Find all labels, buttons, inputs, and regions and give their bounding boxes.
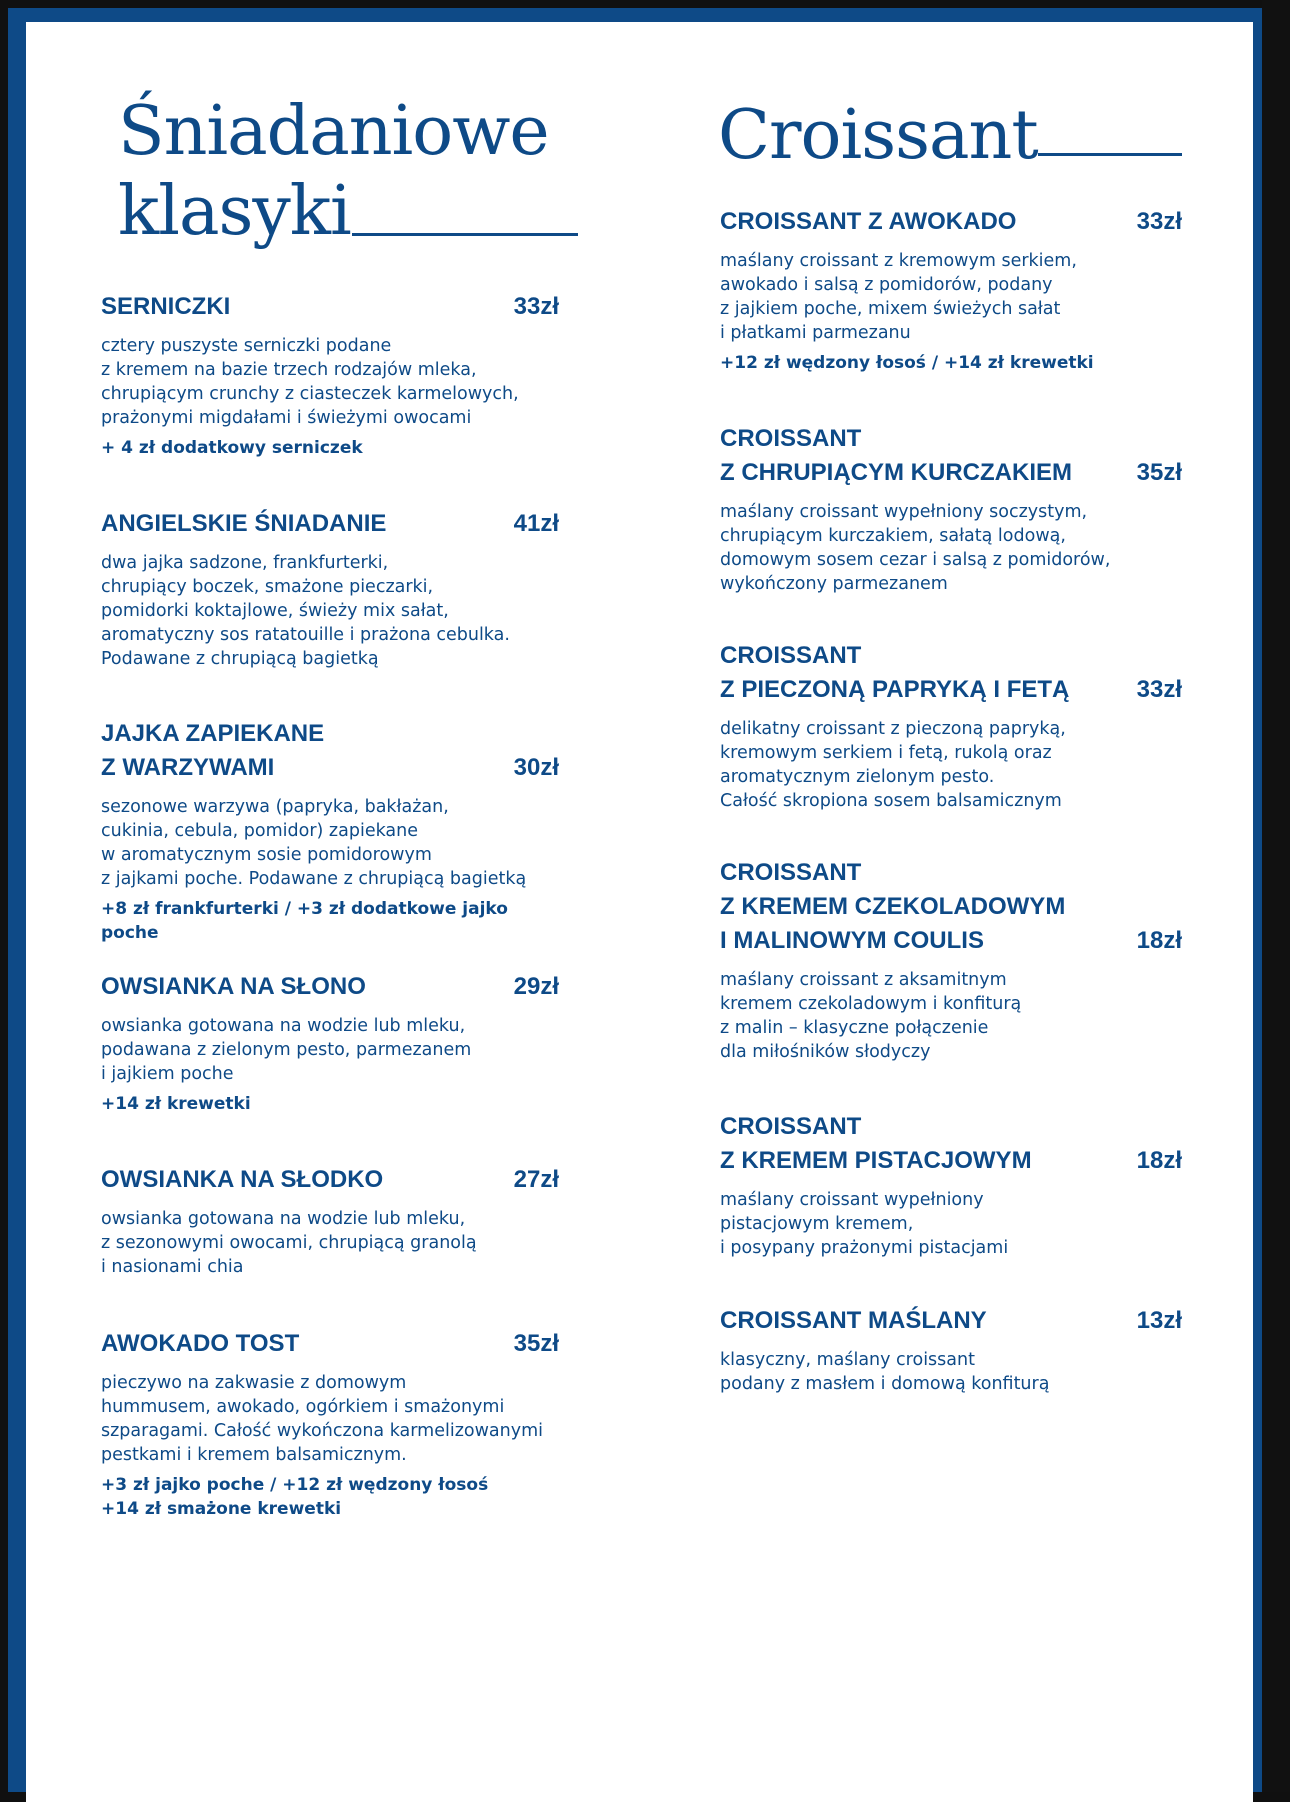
item-extras: +12 zł wędzony łosoś / +14 zł krewetki [720, 353, 1094, 373]
item-name: ANGIELSKIE ŚNIADANIE [101, 510, 387, 537]
menu-item [720, 205, 1182, 375]
item-price: 33zł [1136, 676, 1182, 703]
item-extras: +8 zł frankfurterki / +3 zł dodatkowe jajko poche [101, 899, 508, 943]
menu-item [720, 1110, 1182, 1260]
title-underline [1038, 153, 1182, 156]
item-name: JAJKA ZAPIEKANE Z WARZYWAMI [101, 720, 325, 781]
menu-item [101, 1163, 571, 1279]
item-name: CROISSANT Z PIECZONĄ PAPRYKĄ I FETĄ [720, 642, 1070, 703]
item-description: maślany croissant wypełniony soczystym, chrupiącym kurczakiem, sałatą lodową, domowym sosem cezar i salsą z pomidorów, wykończony parmezanem [720, 502, 1111, 594]
item-price: 33zł [1136, 208, 1182, 235]
item-description: owsianka gotowana na wodzie lub mleku, z sezonowymi owocami, chrupiącą granolą i nasionami chia [101, 1209, 477, 1277]
page-edge [1262, 0, 1290, 1792]
item-name: OWSIANKA NA SŁODKO [101, 1166, 384, 1193]
item-price: 13zł [1136, 1307, 1182, 1334]
item-extras: +3 zł jajko poche / +12 zł wędzony łosoś +14 zł smażone krewetki [101, 1475, 489, 1519]
item-description: klasyczny, maślany croissant podany z masłem i domową konfiturą [720, 1350, 1050, 1394]
item-description: pieczywo na zakwasie z domowym hummusem, awokado, ogórkiem i smażonymi szparagami. Całość wykończona karmelizowanymi pestkami i kremem balsamicznym. [101, 1373, 543, 1465]
item-extras: + 4 zł dodatkowy serniczek [101, 438, 363, 458]
item-name: CROISSANT Z AWOKADO [720, 208, 1017, 235]
menu-item [720, 639, 1182, 813]
item-price: 27zł [513, 1166, 559, 1193]
item-description: maślany croissant z aksamitnym kremem czekoladowym i konfiturą z malin – klasyczne połączenie dla miłośników słodyczy [720, 970, 1022, 1062]
item-description: maślany croissant wypełniony pistacjowym kremem, i posypany prażonymi pistacjami [720, 1190, 1009, 1258]
item-name: OWSIANKA NA SŁONO [101, 973, 366, 1000]
item-price: 18zł [1136, 927, 1182, 954]
item-description: owsianka gotowana na wodzie lub mleku, podawana z zielonym pesto, parmezanem i jajkiem poche [101, 1016, 472, 1084]
item-name: AWOKADO TOST [101, 1330, 300, 1357]
section-title-line-1: Śniadaniowe [118, 92, 549, 171]
item-price: 30zł [513, 754, 559, 781]
title-underline [352, 233, 578, 236]
menu-item [720, 422, 1182, 596]
menu-item [720, 1304, 1182, 1396]
section-title-line-2: klasyki [118, 172, 351, 251]
item-name: CROISSANT Z CHRUPIĄCYM KURCZAKIEM [720, 425, 1072, 486]
section-title-breakfast [118, 92, 598, 252]
item-price: 35zł [1136, 459, 1182, 486]
item-description: cztery puszyste serniczki podane z kremem na bazie trzech rodzajów mleka, chrupiącym crunchy z ciasteczek karmelowych, prażonymi migdałami i świeżymi owocami [101, 336, 519, 428]
item-price: 33zł [513, 293, 559, 320]
item-price: 29zł [513, 973, 559, 1000]
menu-item [101, 507, 571, 671]
menu-item [101, 290, 571, 460]
item-description: delikatny croissant z pieczoną papryką, kremowym serkiem i fetą, rukolą oraz aromatycznym zielonym pesto. Całość skropiona sosem balsamicznym [720, 719, 1066, 811]
item-name: CROISSANT MAŚLANY [720, 1307, 987, 1334]
menu-item [101, 1327, 571, 1521]
item-price: 41zł [513, 510, 559, 537]
menu-item [101, 717, 571, 945]
item-description: sezonowe warzywa (papryka, bakłażan, cukinia, cebula, pomidor) zapiekane w aromatycznym sosie pomidorowym z jajkami poche. Podawane z chrupiącą bagietką [101, 797, 527, 889]
menu-item [101, 970, 571, 1116]
section-title-croissant: Croissant [718, 96, 1038, 175]
item-price: 18zł [1136, 1147, 1182, 1174]
menu-item [720, 856, 1182, 1064]
item-name: CROISSANT Z KREMEM PISTACJOWYM [720, 1113, 1032, 1174]
item-description: dwa jajka sadzone, frankfurterki, chrupiący boczek, smażone pieczarki, pomidorki koktajlowe, świeży mix sałat, aromatyczny sos ratatouille i prażona cebulka. Podawane z chrupiącą bagietką [101, 553, 510, 669]
item-extras: +14 zł krewetki [101, 1094, 251, 1114]
item-name: CROISSANT Z KREMEM CZEKOLADOWYM I MALINOWYM COULIS [720, 859, 1066, 954]
item-name: SERNICZKI [101, 293, 231, 320]
item-description: maślany croissant z kremowym serkiem, awokado i salsą z pomidorów, podany z jajkiem poche, mixem świeżych sałat i płatkami parmezanu [720, 251, 1077, 343]
item-price: 35zł [513, 1330, 559, 1357]
